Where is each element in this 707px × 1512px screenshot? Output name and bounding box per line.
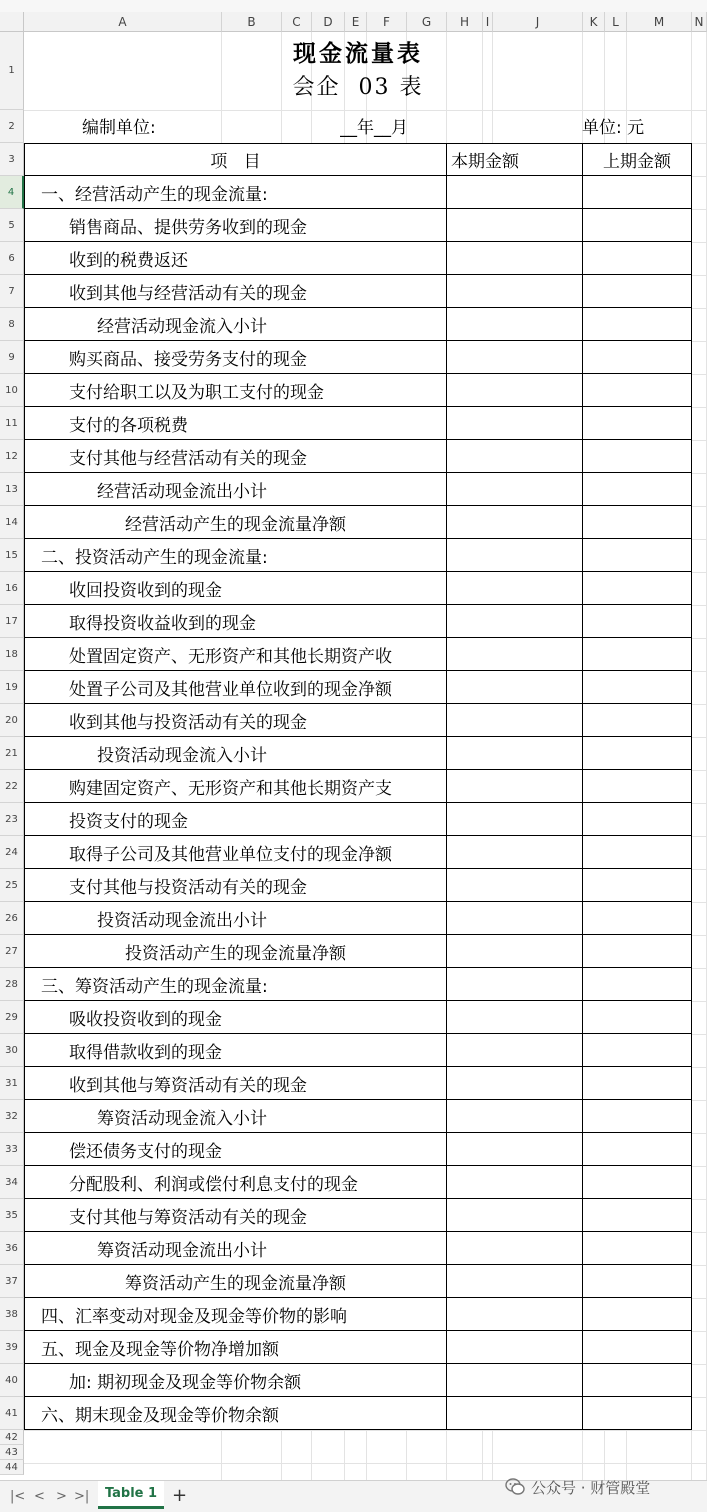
row-header[interactable]: 5: [0, 209, 24, 242]
row-header[interactable]: 20: [0, 704, 24, 737]
previous-amount-cell[interactable]: [583, 704, 692, 737]
previous-amount-cell[interactable]: [583, 1232, 692, 1265]
item-cell[interactable]: 经营活动现金流入小计: [24, 308, 447, 341]
current-amount-cell[interactable]: [447, 275, 583, 308]
grid-hline: [24, 1430, 707, 1431]
previous-amount-cell[interactable]: [583, 869, 692, 902]
row-header[interactable]: 19: [0, 671, 24, 704]
current-amount-cell[interactable]: [447, 902, 583, 935]
item-cell[interactable]: 购建固定资产、无形资产和其他长期资产支: [24, 770, 447, 803]
current-amount-cell[interactable]: [447, 374, 583, 407]
row-header[interactable]: 23: [0, 803, 24, 836]
current-amount-cell[interactable]: [447, 1397, 583, 1430]
row-header[interactable]: 16: [0, 572, 24, 605]
current-amount-cell[interactable]: [447, 770, 583, 803]
previous-amount-cell[interactable]: [583, 374, 692, 407]
current-amount-cell[interactable]: [447, 1298, 583, 1331]
select-all-corner[interactable]: [0, 12, 24, 32]
previous-amount-cell[interactable]: [583, 1100, 692, 1133]
unit-label[interactable]: 编制单位:: [82, 118, 156, 138]
row-header[interactable]: 25: [0, 869, 24, 902]
column-header[interactable]: C: [282, 12, 312, 32]
current-amount-cell[interactable]: [447, 869, 583, 902]
previous-amount-cell[interactable]: [583, 506, 692, 539]
last-sheet-icon[interactable]: >|: [74, 1489, 90, 1504]
grid-hline: [24, 1463, 707, 1464]
previous-amount-cell[interactable]: [583, 176, 692, 209]
current-amount-cell[interactable]: [447, 638, 583, 671]
previous-amount-cell[interactable]: [583, 572, 692, 605]
previous-amount-cell[interactable]: [583, 242, 692, 275]
previous-amount-cell[interactable]: [583, 1034, 692, 1067]
row-header[interactable]: 14: [0, 506, 24, 539]
report-subtitle: 会企 03 表: [292, 74, 424, 100]
item-cell[interactable]: 投资支付的现金: [24, 803, 447, 836]
item-cell[interactable]: 筹资活动现金流入小计: [24, 1100, 447, 1133]
row-header[interactable]: 28: [0, 968, 24, 1001]
current-amount-cell[interactable]: [447, 1067, 583, 1100]
previous-amount-cell[interactable]: [583, 902, 692, 935]
row-header[interactable]: 43: [0, 1445, 24, 1460]
row-header[interactable]: 7: [0, 275, 24, 308]
row-header[interactable]: 26: [0, 902, 24, 935]
current-amount-cell[interactable]: [447, 1265, 583, 1298]
row-header[interactable]: 42: [0, 1430, 24, 1445]
current-amount-cell[interactable]: [447, 407, 583, 440]
column-header[interactable]: F: [367, 12, 407, 32]
previous-amount-cell[interactable]: [583, 968, 692, 1001]
item-cell[interactable]: 支付其他与经营活动有关的现金: [24, 440, 447, 473]
item-cell[interactable]: 支付其他与投资活动有关的现金: [24, 869, 447, 902]
previous-amount-cell[interactable]: [583, 1331, 692, 1364]
column-header[interactable]: H: [447, 12, 483, 32]
item-cell[interactable]: 六、期末现金及现金等价物余额: [24, 1397, 447, 1430]
previous-amount-cell[interactable]: [583, 1067, 692, 1100]
item-cell[interactable]: 偿还债务支付的现金: [24, 1133, 447, 1166]
first-sheet-icon[interactable]: |<: [10, 1489, 26, 1504]
current-amount-cell[interactable]: [447, 1232, 583, 1265]
row-header[interactable]: 2: [0, 110, 24, 143]
previous-amount-cell[interactable]: [583, 1265, 692, 1298]
row-header[interactable]: 22: [0, 770, 24, 803]
previous-amount-cell[interactable]: [583, 638, 692, 671]
row-header[interactable]: 10: [0, 374, 24, 407]
item-cell[interactable]: 经营活动现金流出小计: [24, 473, 447, 506]
current-amount-cell[interactable]: [447, 1199, 583, 1232]
item-cell[interactable]: 投资活动产生的现金流量净额: [24, 935, 447, 968]
item-cell[interactable]: 三、筹资活动产生的现金流量:: [24, 968, 447, 1001]
previous-amount-cell[interactable]: [583, 473, 692, 506]
item-cell[interactable]: 取得投资收益收到的现金: [24, 605, 447, 638]
previous-amount-cell[interactable]: [583, 770, 692, 803]
item-cell[interactable]: 加: 期初现金及现金等价物余额: [24, 1364, 447, 1397]
row-header[interactable]: 39: [0, 1331, 24, 1364]
item-cell[interactable]: 一、经营活动产生的现金流量:: [24, 176, 447, 209]
current-amount-cell[interactable]: [447, 968, 583, 1001]
row-header[interactable]: 8: [0, 308, 24, 341]
current-amount-cell[interactable]: [447, 308, 583, 341]
column-header[interactable]: L: [605, 12, 627, 32]
column-header[interactable]: A: [24, 12, 222, 32]
previous-amount-cell[interactable]: [583, 737, 692, 770]
current-amount-cell[interactable]: [447, 704, 583, 737]
watermark: [505, 1474, 650, 1500]
previous-amount-cell[interactable]: [583, 1199, 692, 1232]
current-amount-cell[interactable]: [447, 803, 583, 836]
row-header[interactable]: 9: [0, 341, 24, 374]
current-amount-cell[interactable]: [447, 1331, 583, 1364]
row-header[interactable]: 13: [0, 473, 24, 506]
column-header[interactable]: B: [222, 12, 282, 32]
item-cell[interactable]: 取得借款收到的现金: [24, 1034, 447, 1067]
current-amount-cell[interactable]: [447, 737, 583, 770]
item-cell[interactable]: 处置固定资产、无形资产和其他长期资产收: [24, 638, 447, 671]
row-header[interactable]: 30: [0, 1034, 24, 1067]
item-cell[interactable]: 收回投资收到的现金: [24, 572, 447, 605]
row-header[interactable]: 3: [0, 143, 24, 176]
row-header[interactable]: 11: [0, 407, 24, 440]
item-cell[interactable]: 分配股利、利润或偿付利息支付的现金: [24, 1166, 447, 1199]
row-header[interactable]: 32: [0, 1100, 24, 1133]
current-amount-cell[interactable]: [447, 572, 583, 605]
previous-amount-cell[interactable]: [583, 1133, 692, 1166]
item-cell[interactable]: 收到的税费返还: [24, 242, 447, 275]
current-amount-cell[interactable]: [447, 1034, 583, 1067]
row-header[interactable]: 4: [0, 176, 24, 209]
report-title: 现金流量表: [293, 39, 423, 67]
row-header[interactable]: 35: [0, 1199, 24, 1232]
row-header[interactable]: 38: [0, 1298, 24, 1331]
previous-amount-cell[interactable]: [583, 341, 692, 374]
prev-sheet-icon[interactable]: <: [34, 1489, 45, 1504]
row-header[interactable]: 41: [0, 1397, 24, 1430]
previous-amount-cell[interactable]: [583, 1298, 692, 1331]
item-cell[interactable]: 处置子公司及其他营业单位收到的现金净额: [24, 671, 447, 704]
current-amount-cell[interactable]: [447, 1133, 583, 1166]
current-amount-cell[interactable]: [447, 1364, 583, 1397]
item-cell[interactable]: 五、现金及现金等价物净增加额: [24, 1331, 447, 1364]
column-header[interactable]: G: [407, 12, 447, 32]
current-amount-cell[interactable]: [447, 473, 583, 506]
item-cell[interactable]: 经营活动产生的现金流量净额: [24, 506, 447, 539]
row-header[interactable]: 1: [0, 32, 24, 110]
column-header[interactable]: E: [345, 12, 367, 32]
item-cell[interactable]: 吸收投资收到的现金: [24, 1001, 447, 1034]
previous-amount-cell[interactable]: [583, 209, 692, 242]
previous-amount-cell[interactable]: [583, 1166, 692, 1199]
current-amount-cell[interactable]: [447, 836, 583, 869]
row-header[interactable]: 37: [0, 1265, 24, 1298]
header-item[interactable]: 项 目: [24, 143, 447, 176]
previous-amount-cell[interactable]: [583, 605, 692, 638]
row-header[interactable]: 27: [0, 935, 24, 968]
column-header[interactable]: D: [312, 12, 345, 32]
row-header[interactable]: 34: [0, 1166, 24, 1199]
row-header[interactable]: 44: [0, 1460, 24, 1475]
row-header[interactable]: 18: [0, 638, 24, 671]
current-amount-cell[interactable]: [447, 242, 583, 275]
row-header[interactable]: 15: [0, 539, 24, 572]
previous-amount-cell[interactable]: [583, 1397, 692, 1430]
item-cell[interactable]: 收到其他与经营活动有关的现金: [24, 275, 447, 308]
sheet-tab-table-1[interactable]: Table 1: [98, 1481, 164, 1509]
currency-label[interactable]: 单位: 元: [582, 118, 645, 138]
current-amount-cell[interactable]: [447, 341, 583, 374]
previous-amount-cell[interactable]: [583, 836, 692, 869]
row-header[interactable]: 12: [0, 440, 24, 473]
previous-amount-cell[interactable]: [583, 308, 692, 341]
row-header[interactable]: 31: [0, 1067, 24, 1100]
item-cell[interactable]: 购买商品、接受劳务支付的现金: [24, 341, 447, 374]
row-header[interactable]: 36: [0, 1232, 24, 1265]
current-amount-cell[interactable]: [447, 539, 583, 572]
column-header[interactable]: I: [483, 12, 493, 32]
add-sheet-button[interactable]: +: [172, 1485, 188, 1506]
previous-amount-cell[interactable]: [583, 803, 692, 836]
previous-amount-cell[interactable]: [583, 935, 692, 968]
header-previous-amount[interactable]: 上期金额: [583, 143, 692, 176]
current-amount-cell[interactable]: [447, 176, 583, 209]
item-cell[interactable]: 四、汇率变动对现金及现金等价物的影响: [24, 1298, 447, 1331]
current-amount-cell[interactable]: [447, 1001, 583, 1034]
item-cell[interactable]: 筹资活动现金流出小计: [24, 1232, 447, 1265]
row-header[interactable]: 6: [0, 242, 24, 275]
item-cell[interactable]: 收到其他与投资活动有关的现金: [24, 704, 447, 737]
item-cell[interactable]: 筹资活动产生的现金流量净额: [24, 1265, 447, 1298]
item-cell[interactable]: 投资活动现金流入小计: [24, 737, 447, 770]
row-header[interactable]: 40: [0, 1364, 24, 1397]
item-cell[interactable]: 支付给职工以及为职工支付的现金: [24, 374, 447, 407]
current-amount-cell[interactable]: [447, 605, 583, 638]
item-cell[interactable]: 投资活动现金流出小计: [24, 902, 447, 935]
row-header[interactable]: 17: [0, 605, 24, 638]
current-amount-cell[interactable]: [447, 440, 583, 473]
current-amount-cell[interactable]: [447, 935, 583, 968]
previous-amount-cell[interactable]: [583, 1364, 692, 1397]
row-header[interactable]: 21: [0, 737, 24, 770]
current-amount-cell[interactable]: [447, 506, 583, 539]
current-amount-cell[interactable]: [447, 209, 583, 242]
row-header[interactable]: 29: [0, 1001, 24, 1034]
header-current-amount[interactable]: 本期金额: [447, 143, 583, 176]
row-header[interactable]: 24: [0, 836, 24, 869]
row-header[interactable]: 33: [0, 1133, 24, 1166]
previous-amount-cell[interactable]: [583, 407, 692, 440]
item-cell[interactable]: 支付的各项税费: [24, 407, 447, 440]
current-amount-cell[interactable]: [447, 1100, 583, 1133]
column-header[interactable]: N: [692, 12, 707, 32]
watermark-text: 公众号 · 财管殿堂: [531, 1478, 651, 1497]
current-amount-cell[interactable]: [447, 671, 583, 704]
column-header[interactable]: K: [583, 12, 605, 32]
current-amount-cell[interactable]: [447, 1166, 583, 1199]
wechat-icon: [505, 1478, 525, 1496]
item-cell[interactable]: 收到其他与筹资活动有关的现金: [24, 1067, 447, 1100]
next-sheet-icon[interactable]: >: [56, 1489, 67, 1504]
item-cell[interactable]: 二、投资活动产生的现金流量:: [24, 539, 447, 572]
previous-amount-cell[interactable]: [583, 440, 692, 473]
item-cell[interactable]: 销售商品、提供劳务收到的现金: [24, 209, 447, 242]
column-header[interactable]: M: [627, 12, 692, 32]
previous-amount-cell[interactable]: [583, 671, 692, 704]
previous-amount-cell[interactable]: [583, 275, 692, 308]
item-cell[interactable]: 取得子公司及其他营业单位支付的现金净额: [24, 836, 447, 869]
previous-amount-cell[interactable]: [583, 1001, 692, 1034]
date-label[interactable]: __年__月: [340, 118, 408, 138]
previous-amount-cell[interactable]: [583, 539, 692, 572]
item-cell[interactable]: 支付其他与筹资活动有关的现金: [24, 1199, 447, 1232]
column-header[interactable]: J: [493, 12, 583, 32]
